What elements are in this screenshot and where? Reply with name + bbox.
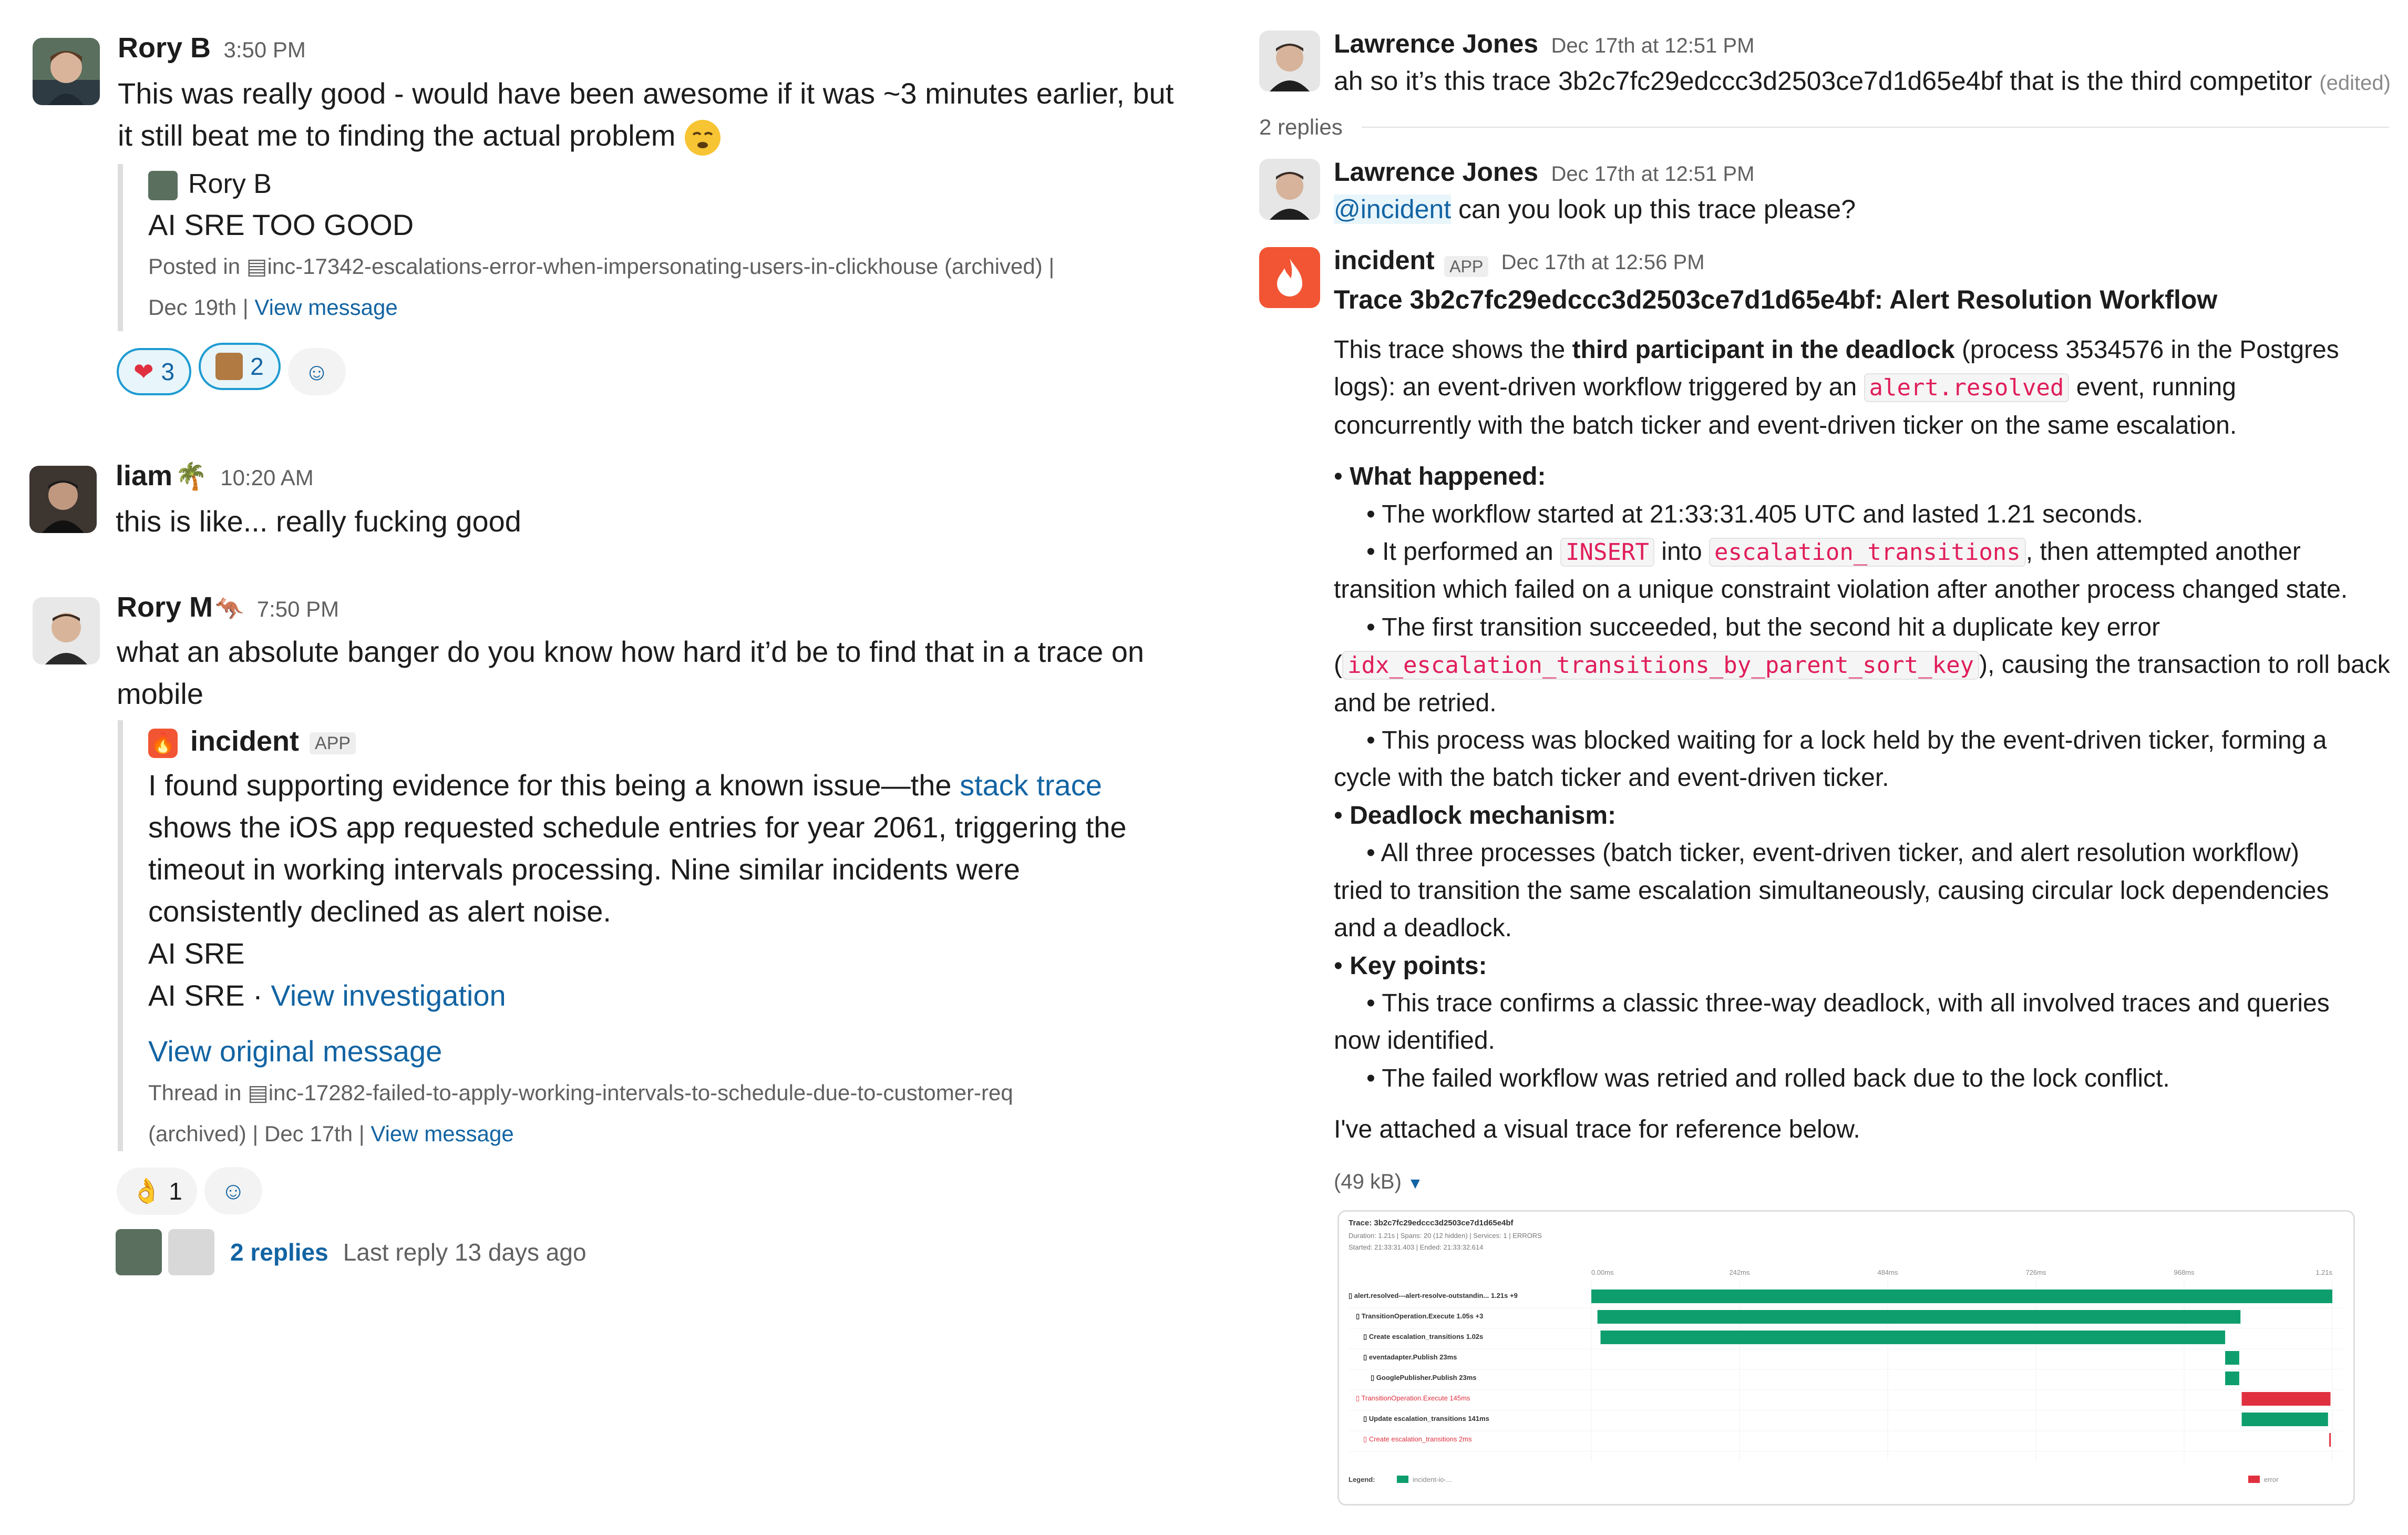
add-reaction-button[interactable]: [204, 1167, 262, 1214]
bullet: • It performed an INSERT into escalation_transitions , then attempted another: [1366, 538, 2301, 566]
quote-line: consistently declined as alert noise.: [148, 894, 611, 928]
quote-author[interactable]: Rory B: [188, 169, 272, 199]
quote-author[interactable]: incident: [190, 725, 300, 757]
message-text: can you look up this trace please?: [1451, 195, 1856, 224]
message-line-text: it still beat me to finding the actual problem: [118, 119, 676, 152]
quote-date: Dec 19th: [148, 295, 237, 320]
tick-label: 0.00ms: [1591, 1268, 1614, 1276]
reactions-row: [117, 1167, 270, 1215]
message-time[interactable]: Dec 17th at 12:51 PM: [1551, 34, 1755, 57]
span-label: ▯ TransitionOperation.Execute 145ms: [1356, 1394, 1470, 1402]
span-label: ▯ Update escalation_transitions 141ms: [1363, 1415, 1489, 1423]
view-investigation-link[interactable]: View investigation: [271, 978, 506, 1012]
section-heading: • What happened:: [1334, 463, 1546, 491]
message-body: [118, 73, 1195, 157]
archived-label: (archived): [148, 1121, 246, 1146]
quote-date-row: (archived) | Dec 17th | View message: [148, 1121, 514, 1146]
bullet: • This trace confirms a classic three-way deadlock, with all involved traces and queries: [1366, 989, 2330, 1017]
message-line: what an absolute banger do you know how hard it’d be to find that in a trace on: [117, 635, 1145, 668]
avatar-lawrence-jones[interactable]: [1259, 159, 1320, 220]
bullet: • The first transition succeeded, but the second hit a duplicate key error: [1366, 613, 2160, 641]
bullet-text: This trace confirms a classic three-way deadlock, with all involved traces and queries: [1382, 989, 2330, 1017]
message-time[interactable]: Dec 17th at 12:51 PM: [1551, 162, 1755, 186]
section-heading: • Key points:: [1334, 951, 1487, 980]
span-label: ▯ GooglePublisher.Publish 23ms: [1371, 1374, 1477, 1382]
thread-replies-divider: [1259, 115, 2389, 140]
bullet-continuation: tried to transition the same escalation simultaneously, causing circular lock dependencies: [1334, 876, 2329, 905]
message-text: ah so it’s this trace 3b2c7fc29edccc3d2503ce7d1d65e4bf that is the third competitor: [1334, 66, 2312, 96]
quote-text: [148, 764, 1147, 1017]
reaction-count: 2: [250, 353, 264, 380]
last-reply-text: Last reply 13 days ago: [343, 1239, 586, 1266]
tick-label: 968ms: [2174, 1268, 2195, 1276]
quote-date: Dec 17th: [264, 1121, 353, 1146]
sender-name[interactable]: incident: [1334, 245, 1435, 275]
sender-name[interactable]: Rory B: [118, 32, 211, 64]
reaction-ok-hand[interactable]: [117, 1168, 197, 1215]
span-bar: [1600, 1331, 2225, 1344]
summary-text: logs): an event-driven workflow triggered by an: [1334, 373, 1864, 402]
summary-text: event, running: [2069, 373, 2236, 402]
bullet-continuation: transition which failed on a unique constraint violation after another process changed state.: [1334, 576, 2348, 604]
attach-note: I've attached a visual trace for reference below.: [1334, 1116, 1860, 1144]
posted-in-label: Posted in: [148, 254, 241, 279]
trace-waterfall-chart: [1339, 1212, 2353, 1504]
bullet-text: The first transition succeeded, but the second hit a duplicate key error: [1382, 613, 2160, 641]
add-reaction-icon: ☺: [304, 358, 330, 385]
message-body: [1334, 62, 2391, 102]
summary-text: This trace shows the: [1334, 336, 1572, 364]
sender-name[interactable]: liam: [116, 460, 173, 492]
sender-name[interactable]: Lawrence Jones: [1334, 29, 1539, 58]
channel-link[interactable]: inc-17342-escalations-error-when-impersonating-users-in-clickhouse (archived): [267, 254, 1043, 279]
summary-bold: third participant in the deadlock: [1572, 336, 1955, 364]
inline-code: INSERT: [1560, 538, 1654, 567]
quote-thread-in: [148, 1072, 1147, 1113]
message-time[interactable]: Dec 17th at 12:56 PM: [1501, 251, 1705, 274]
avatar-rory-b[interactable]: [33, 38, 100, 105]
legend-label: Legend:: [1349, 1476, 1375, 1483]
message-rory-b-header: [118, 32, 306, 64]
message-line: [118, 115, 1195, 157]
quote-line: shows the iOS app requested schedule entries for year 2061, triggering the: [148, 810, 1127, 844]
message-header: [1334, 28, 1754, 59]
stack-trace-link[interactable]: stack trace: [960, 768, 1102, 802]
replies-count: 2 replies: [1259, 115, 1343, 139]
legend-error-label: error: [2264, 1476, 2279, 1483]
trace-summary: [1334, 331, 2406, 1149]
palm-tree-icon: 🌴: [174, 462, 208, 491]
message-line: mobile: [117, 677, 203, 710]
message-body: [117, 631, 1194, 715]
chart-info-line: Started: 21:33:31.403 | Ended: 21:33:32.614: [1349, 1243, 1484, 1251]
heading-text: What happened:: [1350, 463, 1546, 491]
summary-line: concurrently with the batch ticker and event-driven ticker on the same escalation.: [1334, 411, 2237, 439]
quote-author-avatar: [148, 171, 178, 200]
quote-posted-in: Posted in ▤inc-17342-escalations-error-when-impersonating-users-in-clickhouse (archived) |: [148, 254, 1055, 279]
quote-text: AI SRE TOO GOOD: [148, 208, 414, 241]
divider-line: [1362, 127, 2389, 128]
bullet: • The workflow started at 21:33:31.405 UTC and lasted 1.21 seconds.: [1366, 500, 2144, 528]
bullet-text: The failed workflow was retried and rolled back due to the lock conflict.: [1382, 1064, 2170, 1092]
bullet: • The failed workflow was retried and rolled back due to the lock conflict.: [1366, 1064, 2170, 1092]
legend-ok-swatch: [1397, 1476, 1408, 1483]
view-message-link[interactable]: View message: [254, 295, 398, 320]
chart-title: Trace: 3b2c7fc29edccc3d2503ce7d1d65e4bf: [1349, 1219, 1514, 1227]
shared-message-quote: [118, 720, 1147, 1151]
trace-title: Trace 3b2c7fc29edccc3d2503ce7d1d65e4bf: Alert Resolution Workflow: [1334, 285, 2218, 314]
shared-message-quote: [118, 164, 1147, 331]
message-time[interactable]: 3:50 PM: [223, 37, 306, 62]
incident-app-avatar[interactable]: [1259, 247, 1320, 308]
channel-link[interactable]: inc-17282-failed-to-apply-working-intervals-to-schedule-due-to-customer-req: [268, 1080, 1013, 1105]
legend-error-swatch: [2248, 1476, 2260, 1483]
span-label: ▯ eventadapter.Publish 23ms: [1363, 1353, 1457, 1361]
quote-line-text: AI SRE ·: [148, 978, 271, 1012]
inline-code: escalation_transitions: [1709, 538, 2026, 567]
bullet-continuation: cycle with the batch ticker and event-driven ticker.: [1334, 764, 1889, 792]
archive-icon: ▤: [246, 254, 267, 279]
incident-logo-icon: 🔥: [148, 729, 178, 758]
bullet-text: This process was blocked waiting for a lock held by the event-driven ticker, forming a: [1382, 726, 2327, 755]
bullet-continuation: and a deadlock.: [1334, 914, 1512, 943]
quote-line: [148, 975, 1147, 1017]
bullet: • This process was blocked waiting for a lock held by the event-driven ticker, forming a: [1366, 726, 2327, 755]
summary-line: [1334, 369, 2406, 406]
inline-code: idx_escalation_transitions_by_parent_sort_key: [1342, 651, 1979, 680]
quote-author-row: [148, 720, 1147, 764]
view-message-link[interactable]: View message: [371, 1121, 514, 1146]
heart-icon: ❤: [133, 358, 154, 385]
inline-code: alert.resolved: [1864, 373, 2070, 402]
caret-down-icon: ▼: [1407, 1175, 1423, 1192]
section-heading: • Deadlock mechanism:: [1334, 801, 1616, 830]
bullet: • All three processes (batch ticker, event-driven ticker, and alert resolution workflow): [1366, 839, 2299, 867]
add-reaction-button[interactable]: [288, 348, 346, 395]
span-bar: [2329, 1433, 2331, 1447]
file-size: (49 kB): [1334, 1170, 1402, 1193]
message-body: [1334, 190, 1856, 228]
message-rory-m-header: [117, 591, 339, 623]
span-bar: [1591, 1290, 2332, 1303]
message-liam-header: [116, 459, 314, 492]
span-bar: [2225, 1372, 2239, 1385]
span-label: ▯ alert.resolved---alert-resolve-outstandin... 1.21s +9: [1349, 1292, 1518, 1299]
span-label: ▯ Create escalation_transitions 1.02s: [1363, 1333, 1484, 1340]
bullet-continuation: and be retried.: [1334, 689, 1497, 717]
message-header: [1334, 157, 1754, 187]
tick-label: 484ms: [1877, 1268, 1898, 1276]
reaction-heart[interactable]: [117, 348, 191, 395]
trace-image-attachment[interactable]: [1337, 1210, 2355, 1506]
replies-link[interactable]: 2 replies: [230, 1239, 328, 1266]
quote-date-row: Dec 19th | View message: [148, 295, 398, 320]
bullet-continuation: [1334, 646, 2406, 684]
app-badge: APP: [1444, 256, 1488, 277]
kangaroo-icon: 🦘: [215, 596, 244, 622]
summary-line: [1334, 331, 2406, 369]
reactions-row: [117, 343, 353, 395]
app-badge: APP: [310, 732, 356, 754]
message-body: this is like... really fucking good: [116, 505, 521, 538]
chart-info-line: Duration: 1.21s | Spans: 20 (12 hidden) | Services: 1 | ERRORS: [1349, 1232, 1542, 1240]
custom-emoji-icon: [215, 353, 243, 380]
span-bar: [2242, 1392, 2331, 1406]
span-bar: [2242, 1413, 2328, 1426]
bullet-text: (: [1334, 651, 1342, 679]
bullet-text: into: [1654, 538, 1709, 566]
reply-avatar: [116, 1229, 162, 1275]
quote-line-text: I found supporting evidence for this being a known issue—the: [148, 768, 960, 802]
reaction-count: 1: [169, 1177, 182, 1205]
attachment-size-toggle[interactable]: [1334, 1170, 1423, 1194]
edited-label: (edited): [2319, 71, 2391, 95]
avatar-lawrence-jones[interactable]: [1259, 30, 1320, 91]
legend-ok-label: incident-io-...: [1413, 1476, 1452, 1483]
reply-avatar: [168, 1229, 214, 1275]
message-time[interactable]: 7:50 PM: [256, 597, 339, 621]
span-bar: [2225, 1351, 2239, 1365]
heading-text: Key points:: [1350, 951, 1487, 980]
quote-line: AI SRE: [148, 936, 245, 970]
reaction-custom[interactable]: [199, 343, 281, 390]
view-original-message-link[interactable]: View original message: [148, 1034, 443, 1068]
message-time[interactable]: 10:20 AM: [220, 465, 314, 490]
bullet-text: ), causing the transaction to roll back: [1979, 651, 2390, 679]
span-label: ▯ TransitionOperation.Execute 1.05s +3: [1356, 1312, 1484, 1320]
tick-label: 1.21s: [2316, 1268, 2332, 1276]
thread-in-label: Thread in: [148, 1080, 242, 1105]
message-header: [1334, 245, 1705, 277]
tick-label: 726ms: [2025, 1268, 2046, 1276]
mention-incident[interactable]: @incident: [1334, 195, 1452, 224]
add-reaction-icon: ☺: [221, 1177, 246, 1204]
archive-icon: ▤: [248, 1080, 269, 1105]
sender-name[interactable]: Rory M: [117, 591, 213, 623]
bullet-text: All three processes (batch ticker, event-driven ticker, and alert resolution workflow): [1381, 839, 2299, 867]
quote-line: timeout in working intervals processing. Nine similar incidents were: [148, 852, 1020, 886]
thread-replies-row[interactable]: [116, 1229, 586, 1275]
span-bar: [1598, 1310, 2241, 1324]
sender-name[interactable]: Lawrence Jones: [1334, 157, 1539, 187]
bullet-continuation: now identified.: [1334, 1027, 1495, 1055]
reaction-count: 3: [161, 358, 175, 385]
summary-text: (process 3534576 in the Postgres: [1954, 336, 2339, 364]
flame-icon: [1259, 247, 1320, 308]
avatar-rory-m[interactable]: [33, 597, 100, 664]
span-label: ▯ Create escalation_transitions 2ms: [1363, 1435, 1472, 1443]
message-line: This was really good - would have been awesome if it was ~3 minutes earlier, but: [118, 77, 1174, 110]
quote-author-row: [148, 164, 1147, 204]
quote-line: [148, 764, 1147, 806]
bullet-text: It performed an: [1382, 538, 1560, 566]
avatar-liam[interactable]: [29, 466, 97, 533]
bullet-text: , then attempted another: [2025, 538, 2301, 566]
tick-label: 242ms: [1729, 1268, 1750, 1276]
ok-hand-icon: 👌: [131, 1177, 162, 1204]
tired-face-emoji-icon: [684, 119, 722, 157]
bullet-text: The workflow started at 21:33:31.405 UTC and lasted 1.21 seconds.: [1382, 500, 2144, 528]
heading-text: Deadlock mechanism:: [1350, 801, 1616, 830]
